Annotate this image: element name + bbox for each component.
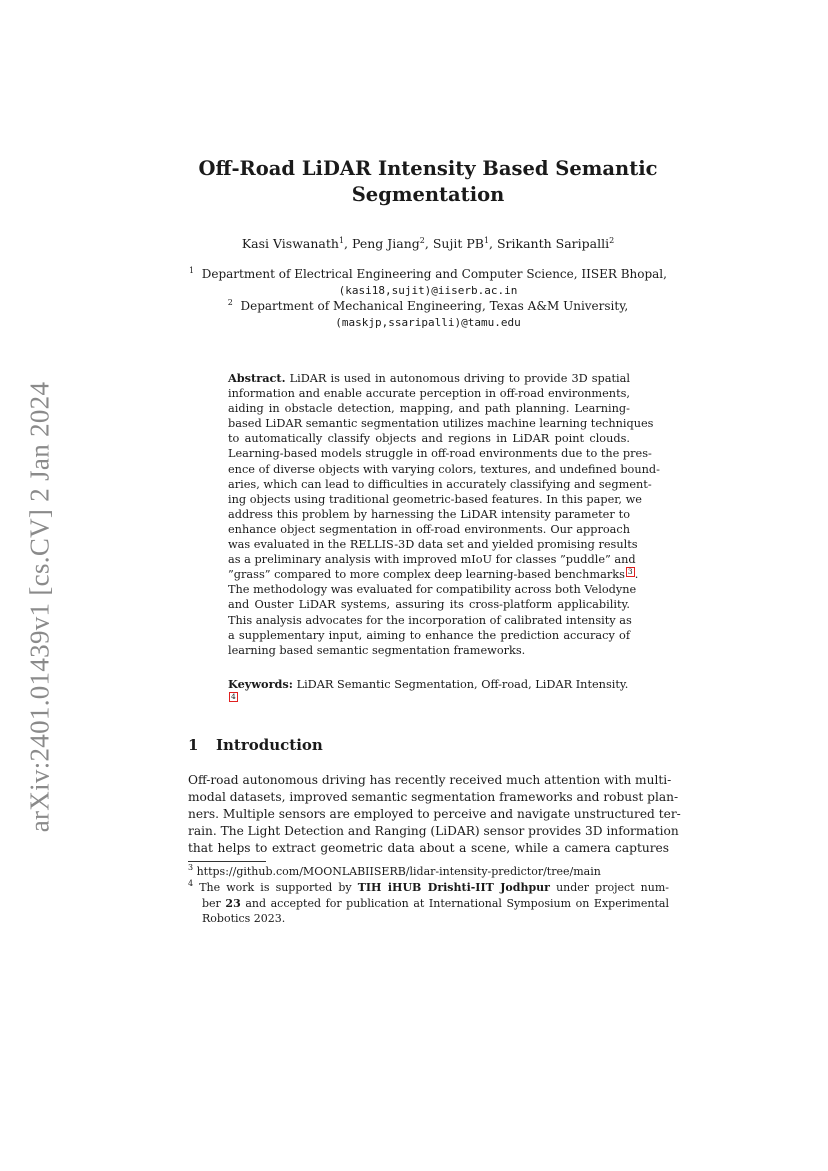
abstract: [228, 371, 660, 658]
author-affil-mark: 2: [609, 236, 615, 245]
abstract-line: a supplementary input, aiming to enhance the prediction accuracy of: [228, 628, 630, 642]
abstract-line: enhance object segmentation in off-road environments. Our approach: [228, 522, 630, 536]
paper-title: [188, 156, 668, 208]
affil-text: Department of Electrical Engineering and Computer Science, IISER Bhopal,: [201, 267, 667, 281]
body-line: ners. Multiple sensors are employed to perceive and navigate unstructured ter-: [188, 807, 681, 821]
abstract-line: to automatically classify objects and regions in LiDAR point clouds.: [228, 432, 630, 446]
footnote-divider: [188, 861, 266, 862]
abstract-line: address this problem by harnessing the LiDAR intensity parameter to: [228, 507, 630, 521]
abstract-line: learning based semantic segmentation frameworks.: [228, 643, 526, 657]
affil-mark: 2: [227, 298, 233, 307]
author-name: Srikanth Saripalli: [496, 236, 610, 251]
abstract-line: Abstract. LiDAR is used in autonomous driving to provide 3D spatial: [228, 371, 631, 385]
body-line: rain. The Light Detection and Ranging (LiDAR) sensor provides 3D information: [188, 824, 679, 838]
abstract-line: based LiDAR semantic segmentation utilizes machine learning techniques: [228, 417, 654, 431]
abstract-line: ence of diverse objects with varying colors, textures, and undefined bound-: [228, 462, 660, 476]
abstract-line: ”grass” compared to more complex deep learning-based benchmarks 3 .: [228, 567, 639, 582]
affil-email: (maskjp,ssaripalli)@tamu.edu: [335, 316, 521, 329]
affil-text: Department of Mechanical Engineering, Texas A&M University,: [240, 299, 629, 313]
keywords: [228, 677, 630, 707]
section-heading: [188, 736, 323, 754]
abstract-line: information and enable accurate perception in off-road environments,: [228, 387, 630, 401]
section-title: Introduction: [216, 736, 323, 754]
footnote-mark: 3: [188, 863, 194, 872]
abstract-label: Abstract.: [228, 371, 286, 385]
author-name: Kasi Viswanath: [241, 236, 339, 251]
affiliation: [188, 267, 668, 281]
title-line: Off-Road LiDAR Intensity Based Semantic: [198, 157, 658, 180]
affiliation: [188, 299, 668, 313]
abstract-line: ing objects using traditional geometric-based features. In this paper, we: [228, 492, 642, 506]
title-line: Segmentation: [351, 183, 505, 206]
section-number: 1: [188, 736, 199, 754]
abstract-line: The methodology was evaluated for compatibility across both Velodyne: [228, 583, 637, 597]
affil-mark: 1: [189, 266, 195, 275]
abstract-line: aries, which can lead to difficulties in accurately classifying and segment-: [228, 477, 652, 491]
author-list: Kasi Viswanath$^1$, Peng Jiang$^2$, Sujit $PB^1$, Srikanth Saripalli$^2$: [241, 236, 615, 251]
author-affil-mark: 2: [419, 236, 425, 245]
abstract-line: was evaluated in the RELLIS-3D data set and yielded promising results: [228, 538, 638, 552]
footnote-mark: 4: [188, 879, 194, 888]
author-name: Peng Jiang: [352, 236, 420, 251]
abstract-line: and Ouster LiDAR systems, assuring its cross-platform applicability.: [228, 598, 630, 612]
author-affil-mark: 1: [483, 236, 490, 245]
body-line: modal datasets, improved semantic segmentation frameworks and robust plan-: [188, 790, 679, 804]
abstract-line: as a preliminary analysis with improved mIoU for classes ”puddle” and: [228, 553, 636, 567]
body-line: Off-road autonomous driving has recently received much attention with multi-: [188, 773, 672, 787]
footnote-3: [188, 864, 669, 880]
keywords-label: Keywords:: [228, 677, 293, 691]
footnote-4: $^4$ The work is supported by TIH iHUB Drishti-IIT Jodhpur under project num- ber 23 and accepted for publication at International Symposium on Experimental Robotics 2023.: [188, 879, 670, 925]
body-text: [188, 772, 681, 857]
footnote-url[interactable]: https://github.com/MOONLABIISERB/lidar-intensity-predictor/tree/main: [196, 865, 601, 878]
author-name: Sujit PB: [432, 236, 484, 251]
author-affil-mark: 1: [338, 236, 345, 245]
keywords-text: LiDAR Semantic Segmentation, Off-road, LiDAR Intensity.: [296, 678, 629, 691]
footnote-link-4[interactable]: 4: [231, 692, 236, 702]
abstract-line: Learning-based models struggle in off-road environments due to the pres-: [228, 447, 652, 461]
arxiv-identifier: arXiv:2401.01439v1 [cs.CV] 2 Jan 2024: [24, 381, 55, 833]
abstract-line: This analysis advocates for the incorporation of calibrated intensity as: [228, 613, 632, 627]
footnote-link-3[interactable]: 3: [627, 567, 633, 577]
body-line: that helps to extract geometric data about a scene, while a camera captures: [188, 841, 669, 855]
affil-email: (kasi18,sujit)@iiserb.ac.in: [338, 284, 518, 297]
abstract-line: aiding in obstacle detection, mapping, and path planning. Learning-: [228, 402, 630, 416]
